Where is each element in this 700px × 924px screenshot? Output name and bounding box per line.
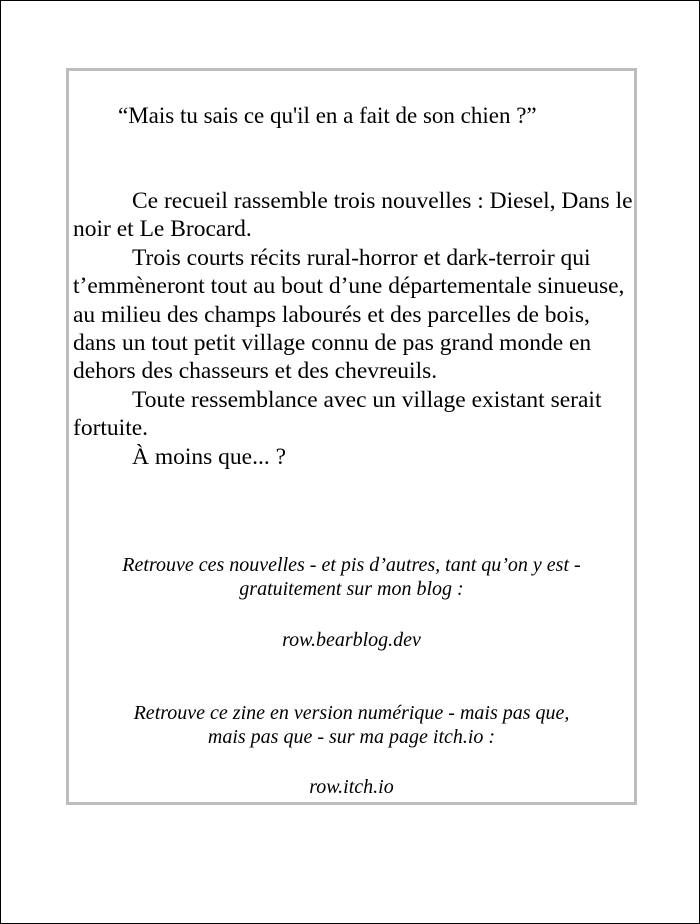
summary-text (73, 187, 633, 471)
blog-promo-line-2: gratuitement sur mon blog : (239, 578, 464, 600)
summary-paragraph: Ce recueil rassemble trois nouvelles : Diesel, Dans le noir et Le Brocard. (73, 188, 633, 243)
opening-quote: “Mais tu sais ce qu'il en a fait de son chien ?” (118, 103, 537, 128)
blog-promo (69, 553, 634, 601)
summary-paragraph: Toute ressemblance avec un village existant serait fortuite. (73, 386, 602, 442)
itch-promo (69, 701, 634, 749)
blog-promo-line-1: Retrouve ces nouvelles - et pis d’autres, tant qu’on y est - (122, 554, 581, 576)
summary-paragraph: À moins que... ? (132, 443, 287, 470)
summary-paragraph: Trois courts récits rural-horror et dark-terroir qui t’emmèneront tout au bout d’une départementale sinueuse, au milieu des champs labourés et des parcelles de bois, dans un tout petit village connu de pas grand monde en dehors des chasseurs et des chevreuils. (73, 244, 625, 385)
itch-promo-line-1: Retrouve ce zine en version numérique - mais pas que, (133, 702, 570, 724)
itch-promo-line-2: mais pas que - sur ma page itch.io : (207, 726, 496, 748)
back-cover-panel (66, 68, 637, 805)
itch-url[interactable]: row.itch.io (309, 776, 394, 798)
blog-url[interactable]: row.bearblog.dev (282, 629, 421, 651)
